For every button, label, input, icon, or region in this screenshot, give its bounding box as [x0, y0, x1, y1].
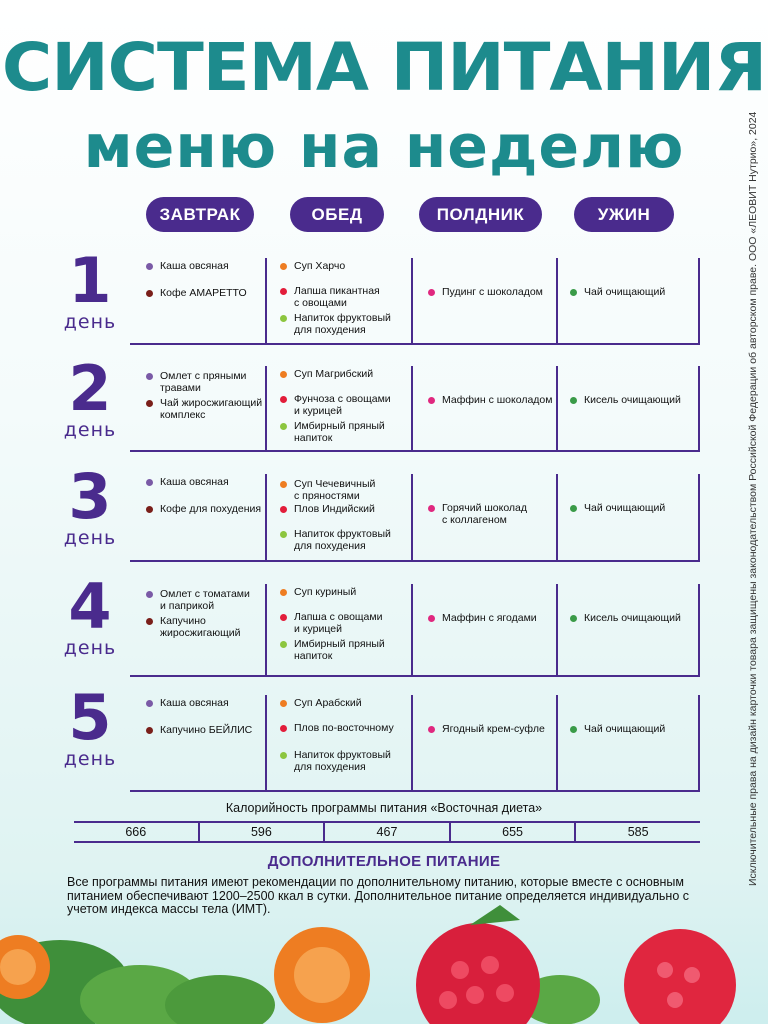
additional-nutrition-text: Все программы питания имеют рекомендации по дополнительному питанию, которые вместе с основным питанием обеспечивают 1200–2500 ккал в сутки. Дополнительное питание определяется индивидуально с учетом индекса массы тела (ИМТ).: [67, 875, 689, 916]
column-divider: [411, 474, 413, 560]
day-number: 1: [68, 244, 112, 317]
bullet-dot: [570, 726, 577, 733]
column-divider: [698, 258, 700, 343]
day-word: день: [63, 419, 117, 441]
calories-day-1: 666: [125, 825, 147, 839]
bullet-dot: [280, 396, 287, 403]
bullet-dot: [146, 400, 153, 407]
copyright-notice: [744, 111, 762, 886]
page-title: СИСТЕМА ПИТАНИЯ: [1, 29, 767, 106]
page-subtitle: меню на неделю: [83, 112, 685, 182]
menu-item-text: Имбирный пряный напиток: [294, 420, 385, 444]
bullet-dot: [280, 423, 287, 430]
menu-item-text: Имбирный пряный напиток: [294, 638, 385, 662]
column-divider: [556, 474, 558, 560]
row-divider: [130, 450, 700, 452]
menu-item-lunch: [280, 750, 391, 773]
row-divider: [130, 675, 700, 677]
menu-item-lunch: [280, 261, 345, 273]
day-label: [60, 681, 120, 770]
menu-item-text: Фунчоза с овощами и курицей: [294, 393, 391, 417]
day-label: [60, 352, 120, 441]
menu-item-text: Чай очищающий: [584, 286, 666, 298]
bullet-dot: [280, 589, 287, 596]
menu-item-text: Напиток фруктовый для похудения: [294, 749, 391, 773]
menu-item-text: Лапша пикантная с овощами: [294, 285, 380, 309]
calories-day-4: 655: [449, 823, 575, 841]
bullet-dot: [428, 397, 435, 404]
bullet-dot: [280, 263, 287, 270]
menu-item-breakfast: [146, 698, 229, 710]
menu-item-lunch: [280, 479, 375, 502]
bullet-dot: [570, 397, 577, 404]
menu-item-breakfast: [146, 504, 261, 516]
bullet-dot: [280, 752, 287, 759]
menu-item-text: Кофе для похудения: [160, 503, 262, 515]
menu-item-text: Чай очищающий: [584, 502, 666, 514]
bullet-dot: [280, 288, 287, 295]
bullet-dot: [280, 614, 287, 621]
menu-item-dinner: [570, 287, 665, 299]
menu-item-lunch: [280, 698, 362, 710]
bullet-dot: [570, 505, 577, 512]
bullet-dot: [280, 481, 287, 488]
menu-item-text: Чай жиросжигающий комплекс: [160, 397, 263, 421]
menu-item-text: Суп куриный: [294, 586, 357, 598]
column-divider: [698, 584, 700, 675]
menu-item-lunch: [280, 421, 385, 444]
additional-nutrition-title: ДОПОЛНИТЕЛЬНОЕ ПИТАНИЕ: [267, 853, 501, 870]
menu-item-text: Каша овсяная: [160, 697, 229, 709]
calories-table: [74, 821, 700, 843]
day-word: день: [63, 748, 117, 770]
menu-item-snack: [428, 395, 552, 407]
column-divider: [265, 695, 267, 790]
menu-item-text: Суп Магрибский: [294, 368, 374, 380]
menu-item-text: Пудинг с шоколадом: [442, 286, 543, 298]
column-divider: [556, 695, 558, 790]
row-divider: [130, 560, 700, 562]
menu-item-lunch: [280, 612, 382, 635]
menu-item-breakfast: [146, 477, 229, 489]
day-label: [60, 244, 120, 333]
column-divider: [265, 258, 267, 343]
calories-day-5: 585: [574, 823, 700, 841]
menu-item-lunch: [280, 723, 394, 735]
column-divider: [265, 584, 267, 675]
bullet-dot: [570, 289, 577, 296]
menu-item-lunch: [280, 369, 373, 381]
menu-item-snack: [428, 724, 545, 736]
menu-item-lunch: [280, 529, 391, 552]
menu-item-text: Плов по-восточному: [294, 722, 394, 734]
menu-item-text: Омлет с томатами и паприкой: [160, 588, 250, 612]
bullet-dot: [146, 727, 153, 734]
bullet-dot: [428, 615, 435, 622]
menu-item-text: Кисель очищающий: [584, 612, 681, 624]
menu-item-breakfast: [146, 288, 247, 300]
day-number: 5: [68, 681, 112, 754]
menu-item-text: Маффин с ягодами: [442, 612, 537, 624]
column-divider: [411, 695, 413, 790]
menu-item-text: Напиток фруктовый для похудения: [294, 312, 391, 336]
meal-header-dinner: УЖИН: [574, 197, 674, 232]
meal-header-breakfast: ЗАВТРАК: [146, 197, 254, 232]
row-divider: [130, 343, 700, 345]
day-word: день: [63, 527, 117, 549]
bullet-dot: [146, 373, 153, 380]
calories-title: Калорийность программы питания «Восточная диета»: [225, 801, 543, 815]
bullet-dot: [146, 591, 153, 598]
menu-item-breakfast: [146, 261, 229, 273]
day-number: 3: [68, 460, 112, 533]
menu-item-text: Лапша с овощами и курицей: [294, 611, 383, 635]
column-divider: [265, 474, 267, 560]
bullet-dot: [280, 371, 287, 378]
column-divider: [556, 366, 558, 450]
day-label: [60, 570, 120, 659]
bullet-dot: [570, 615, 577, 622]
menu-item-dinner: [570, 503, 665, 515]
bullet-dot: [280, 506, 287, 513]
menu-item-breakfast: [146, 371, 246, 394]
meal-header-snack: ПОЛДНИК: [419, 197, 542, 232]
menu-item-text: Каша овсяная: [160, 260, 229, 272]
menu-item-text: Ягодный крем-суфле: [442, 723, 545, 735]
menu-item-snack: [428, 613, 537, 625]
menu-item-snack: [428, 287, 543, 299]
menu-item-lunch: [280, 504, 375, 516]
menu-item-text: Кисель очищающий: [584, 394, 681, 406]
menu-item-lunch: [280, 286, 380, 309]
column-divider: [556, 258, 558, 343]
menu-item-text: Маффин с шоколадом: [442, 394, 553, 406]
menu-item-dinner: [570, 613, 681, 625]
bullet-dot: [428, 289, 435, 296]
menu-item-breakfast: [146, 616, 241, 639]
bullet-dot: [146, 618, 153, 625]
copyright-text: Исключительные права на дизайн карточки товара защищены законодательством Российской Федерации об авторском праве. ООО «ЛЕОВИТ Нутрио», 2024: [747, 111, 759, 886]
bullet-dot: [280, 641, 287, 648]
bullet-dot: [428, 726, 435, 733]
column-divider: [698, 366, 700, 450]
menu-item-text: Чай очищающий: [584, 723, 666, 735]
column-divider: [411, 258, 413, 343]
menu-item-breakfast: [146, 398, 262, 421]
menu-item-text: Капучино жиросжигающий: [160, 615, 241, 639]
menu-item-text: Суп Чечевичный с пряностями: [294, 478, 376, 502]
column-divider: [265, 366, 267, 450]
menu-item-text: Суп Харчо: [294, 260, 346, 272]
column-divider: [698, 474, 700, 560]
bullet-dot: [280, 725, 287, 732]
menu-item-dinner: [570, 724, 665, 736]
bullet-dot: [280, 315, 287, 322]
bullet-dot: [146, 506, 153, 513]
menu-item-text: Горячий шоколад с коллагеном: [442, 502, 528, 526]
column-divider: [698, 695, 700, 790]
menu-item-lunch: [280, 587, 356, 599]
menu-item-lunch: [280, 639, 385, 662]
menu-item-dinner: [570, 395, 681, 407]
menu-item-text: Омлет с пряными травами: [160, 370, 247, 394]
menu-item-text: Плов Индийский: [294, 503, 375, 515]
food-illustration: [0, 905, 768, 1024]
bullet-dot: [146, 290, 153, 297]
day-number: 4: [68, 570, 112, 643]
menu-item-lunch: [280, 313, 391, 336]
meal-header-lunch: ОБЕД: [290, 197, 384, 232]
column-divider: [411, 584, 413, 675]
menu-item-text: Суп Арабский: [294, 697, 362, 709]
day-word: день: [63, 311, 117, 333]
column-divider: [411, 366, 413, 450]
menu-item-text: Капучино БЕЙЛИС: [160, 724, 253, 736]
bullet-dot: [428, 505, 435, 512]
menu-item-text: Напиток фруктовый для похудения: [294, 528, 391, 552]
bullet-dot: [146, 479, 153, 486]
menu-item-breakfast: [146, 725, 252, 737]
menu-item-lunch: [280, 394, 391, 417]
menu-item-snack: [428, 503, 527, 526]
day-number: 2: [68, 352, 112, 425]
calories-day-2: 596: [198, 823, 324, 841]
day-word: день: [63, 637, 117, 659]
menu-item-text: Каша овсяная: [160, 476, 229, 488]
menu-item-breakfast: [146, 589, 250, 612]
bullet-dot: [280, 531, 287, 538]
bullet-dot: [146, 263, 153, 270]
day-label: [60, 460, 120, 549]
bullet-dot: [146, 700, 153, 707]
calories-day-3: 467: [323, 823, 449, 841]
column-divider: [556, 584, 558, 675]
bullet-dot: [280, 700, 287, 707]
row-divider: [130, 790, 700, 792]
menu-item-text: Кофе АМАРЕТТО: [160, 287, 247, 299]
